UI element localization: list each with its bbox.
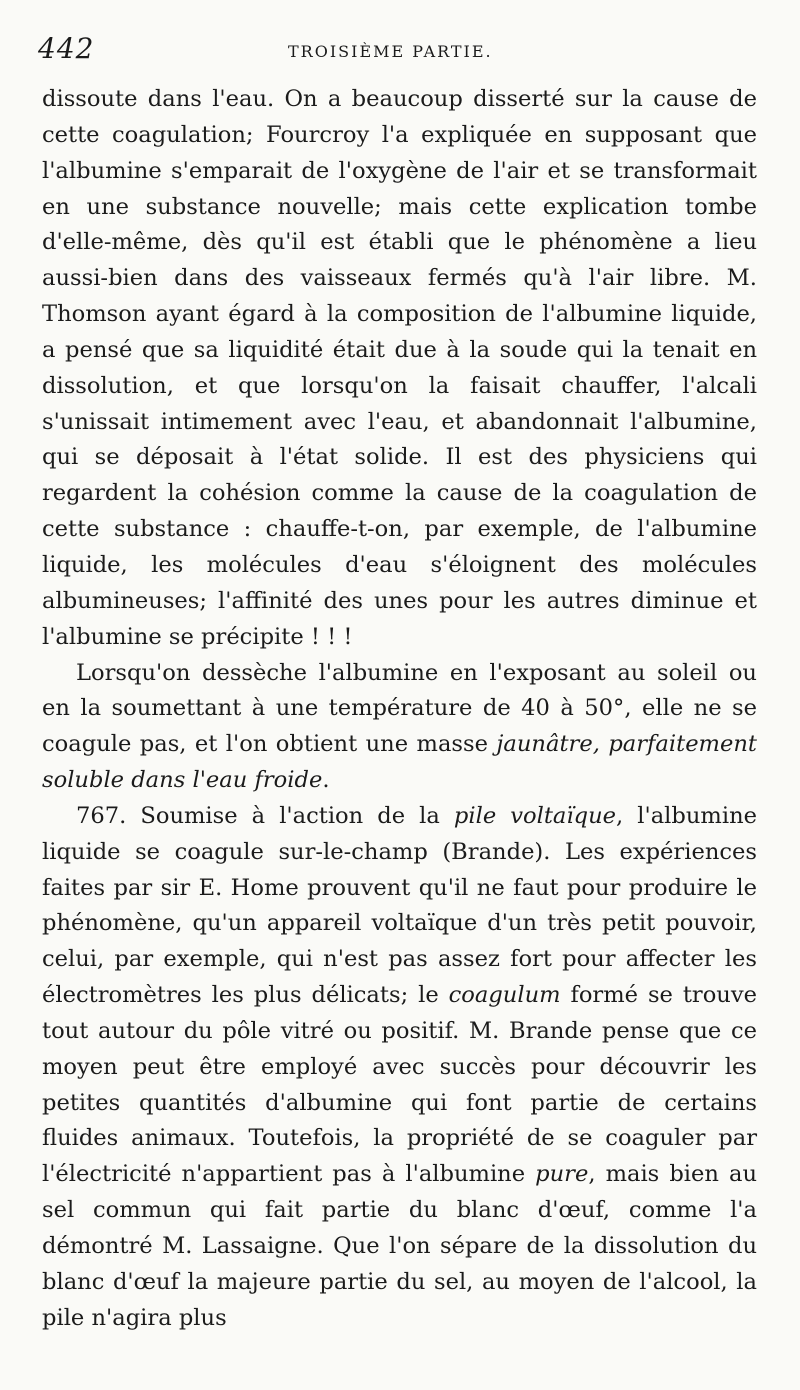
text-segment: , l'albumine liquide se coagule sur-le-champ (Brande). Les expériences faites par sir E. Home prouvent qu'il ne faut pour produire le phénomène, qu'un appareil voltaïque d'un très petit pouvoir, celui, par exemple, qui n'est pas assez fort pour affecter les électromètres les plus délicats; le [42, 802, 757, 1009]
paragraph-767-voltaic-pile [42, 799, 757, 1337]
running-head: TROISIÈME PARTIE. [288, 42, 493, 61]
text-segment: Lorsqu'on dessèche l'albumine en l'exposant au soleil ou en la soumettant à une température de 40 à 50°, elle ne se coagule pas, et l'on obtient une masse [42, 659, 757, 758]
page-number: 442 [38, 32, 95, 65]
page-header [0, 32, 800, 72]
italic-segment: pile voltaïque [453, 802, 617, 829]
body-text [42, 82, 757, 1337]
text-segment: dissoute dans l'eau. On a beaucoup disserté sur la cause de cette coagulation; Fourcroy l'a expliquée en supposant que l'albumine s'emparait de l'oxygène de l'air et se transformait en une substance nouvelle; mais cette explication tombe d'elle-même, dès qu'il est établi que le phénomène a lieu aussi-bien dans des vaisseaux fermés qu'à l'air libre. M. Thomson ayant égard à la composition de l'albumine liquide, a pensé que sa liquidité était due à la soude qui la tenait en dissolution, et que lorsqu'on la faisait chauffer, l'alcali s'unissait intimement avec l'eau, et abandonnait l'albumine, qui se déposait à l'état solide. Il est des physiciens qui regardent la cohésion comme la cause de la coagulation de cette substance : chauffe-t-on, par exemple, de l'albumine liquide, les molécules d'eau s'éloignent des molécules albumineuses; l'affinité des unes pour les autres diminue et l'albumine se précipite ! ! ! [42, 86, 757, 650]
italic-segment: pure [535, 1161, 589, 1188]
italic-segment: coagulum [448, 982, 561, 1009]
text-segment: formé se trouve tout autour du pôle vitré ou positif. M. Brande pense que ce moyen peut être employé avec succès pour découvrir les petites quantités d'albumine qui font partie de certains fluides animaux. Toutefois, la propriété de se coaguler par l'électricité n'appartient pas à l'albumine [42, 982, 757, 1188]
italic-segment: jaunâtre, parfaitement soluble dans l'eau froide [42, 731, 757, 794]
text-segment: 767. Soumise à l'action de la [76, 802, 454, 829]
paragraph-drying-albumine [42, 656, 757, 799]
paragraph-coagulation-theories [42, 82, 757, 656]
text-segment: , mais bien au sel commun qui fait partie du blanc d'œuf, comme l'a démontré M. Lassaigne. Que l'on sépare de la dissolution du blanc d'œuf la majeure partie du sel, au moyen de l'alcool, la pile n'agira plus [42, 1161, 757, 1331]
text-segment: . [322, 767, 330, 794]
